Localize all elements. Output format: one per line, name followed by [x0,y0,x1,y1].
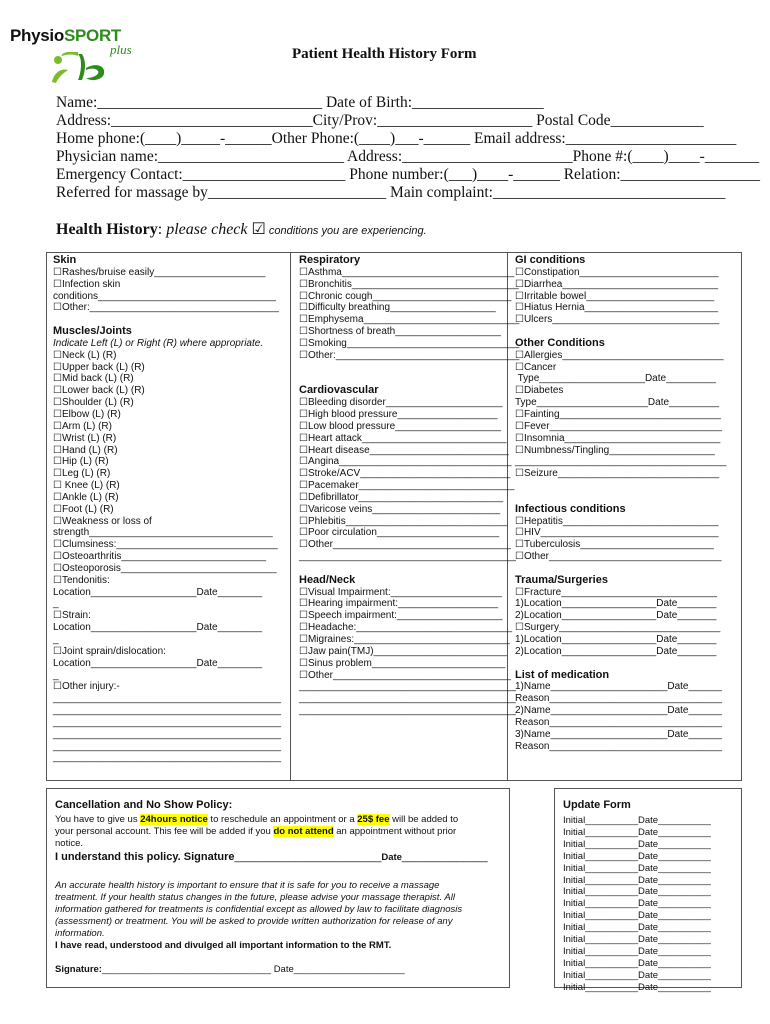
form-line[interactable]: _ [53,669,59,681]
condition-checkbox[interactable]: ☐Hiatus Hernia________________________ [515,302,719,314]
condition-checkbox[interactable]: ☐Seizure_____________________________ [515,468,720,480]
condition-checkbox[interactable]: ☐Fracture____________________________ [515,586,717,598]
condition-checkbox[interactable]: ☐Surgery_____________________________ [515,622,721,634]
form-line[interactable]: _______________________________________ [299,551,516,563]
condition-checkbox[interactable]: ☐Osteoporosis____________________________ [53,562,277,574]
section-heading: Other Conditions [515,336,605,349]
referral-line[interactable]: Referred for massage by_______________________ Main complaint:______________________________ [56,184,726,201]
update-row[interactable]: Initial__________Date__________ [563,969,711,981]
condition-checkbox[interactable]: ☐Constipation_________________________ [515,266,719,278]
health-history-colon: : [157,221,163,238]
form-line[interactable]: conditions________________________________ [53,290,276,302]
form-line[interactable]: 2)Location_________________Date_______ [515,645,717,657]
health-history-heading [56,219,427,239]
update-form-heading: Update Form [563,799,631,811]
condition-checkbox[interactable]: ☐Defibrillator__________________________ [299,491,504,503]
update-row[interactable]: Initial__________Date__________ [563,862,711,874]
condition-checkbox[interactable]: ☐Diarrhea____________________________ [515,278,719,290]
acknowledgement: I have read, understood and divulged all important information to the RMT. [55,940,392,951]
physiosport-logo [8,10,148,84]
form-line[interactable]: 1)Name_____________________Date______ [515,681,722,693]
condition-checkbox[interactable]: ☐Diabetes [515,385,564,397]
phone-email-line[interactable]: Home phone:(____)_____-______Other Phone:(____)___-______ Email address:______________________ [56,130,737,147]
condition-checkbox[interactable]: ☐ Knee (L) (R) [53,480,120,492]
form-line [515,563,726,575]
conditions-table [46,252,742,781]
section-heading: GI conditions [515,254,586,266]
condition-checkbox[interactable]: ☐Visual Impairment:____________________ [299,586,502,598]
form-line[interactable]: Reason_______________________________ [515,693,722,705]
condition-checkbox[interactable]: ☐Emphysema____________________________ [299,314,520,326]
condition-checkbox[interactable]: ☐Stroke/ACV___________________________ [299,468,511,480]
condition-checkbox[interactable]: ☐Pacemaker____________________________ [299,480,515,492]
policy-text: an appointment without prior [333,826,457,837]
condition-checkbox[interactable]: ☐Cancer [515,361,557,373]
condition-checkbox[interactable]: ☐Bronchitis______________________________ [299,278,519,290]
update-form-box [554,788,742,993]
update-row[interactable]: Initial__________Date__________ [563,957,711,969]
condition-checkbox[interactable]: ☐Difficulty breathing___________________ [299,302,496,314]
form-line[interactable]: _________________________________________ [53,693,282,705]
emergency-contact-line[interactable]: Emergency Contact:_____________________ Phone number:(___)____-______ Relation:__________________ [56,166,761,183]
condition-checkbox[interactable]: ☐Irritable bowel_______________________ [515,290,715,302]
update-row[interactable]: Initial__________Date__________ [563,910,711,922]
condition-checkbox[interactable]: ☐HIV________________________________ [515,527,719,539]
signature-label: Signature: [55,964,102,975]
logo-wordmark [10,26,121,46]
form-line [515,658,726,670]
condition-checkbox[interactable]: ☐Sinus problem________________________ [299,657,506,669]
condition-checkbox[interactable]: ☐Joint sprain/dislocation: [53,645,166,657]
condition-checkbox[interactable]: ☐Foot (L) (R) [53,503,114,515]
column-respiratory-cardio-head [299,255,519,717]
policy-line-1 [55,814,458,825]
condition-checkbox[interactable]: ☐Ankle (L) (R) [53,491,119,503]
condition-checkbox[interactable]: ☐Shortness of breath___________________ [299,326,501,338]
policy-heading: Cancellation and No Show Policy: [55,799,233,811]
form-line [299,362,519,374]
health-history-instruction: please check [162,221,252,238]
final-signature-line[interactable] [55,964,405,975]
condition-checkbox[interactable]: ☐Insomnia____________________________ [515,432,721,444]
policy-signature-line[interactable] [55,851,488,863]
form-line[interactable]: Reason_______________________________ [515,716,722,728]
form-line[interactable]: _________________________________________ [53,740,282,752]
condition-checkbox[interactable]: ☐Tuberculosis________________________ [515,539,714,551]
disclaimer-line-1: An accurate health history is important to ensure that it is safe for you to receive a massage [55,880,440,891]
date-label: Date [381,852,402,863]
condition-checkbox[interactable]: ☐Elbow (L) (R) [53,408,121,420]
condition-checkbox[interactable]: ☐Fainting_____________________________ [515,408,721,420]
condition-checkbox[interactable]: ☐Other________________________________ [299,669,511,681]
condition-checkbox[interactable]: ☐Other________________________________ [299,539,511,551]
policy-text: You have to give us [55,814,141,825]
condition-checkbox[interactable]: ☐Neck (L) (R) [53,349,117,361]
form-line[interactable]: Indicate Left (L) or Right (R) where appropriate. [53,337,264,349]
condition-checkbox[interactable]: ☐Other_______________________________ [515,551,722,563]
fee-highlight: 25$ fee [357,814,390,825]
signature-field[interactable]: ________________________ [234,851,382,863]
attend-highlight: do not attend [273,826,334,837]
update-row[interactable]: Initial__________Date__________ [563,898,711,910]
form-line[interactable]: _______________________________________ [299,705,516,717]
condition-checkbox[interactable]: ☐Infection skin [53,278,121,290]
section-heading: Cardiovascular [299,384,379,397]
condition-checkbox[interactable]: ☐Mid back (L) (R) [53,373,134,385]
disclaimer-line-2: treatment. If your health status changes in the future, please advise your massage therapist. All [55,892,455,903]
condition-checkbox[interactable]: ☐Hepatitis____________________________ [515,515,719,527]
condition-checkbox[interactable]: ☐Clumsiness:_____________________________ [53,539,278,551]
understand-label: I understand this policy. Signature [55,851,235,863]
section-heading: List of medication [515,668,610,681]
condition-checkbox[interactable]: ☐Smoking_______________________________ [299,337,520,349]
update-row[interactable]: Initial__________Date__________ [563,826,711,838]
form-line[interactable]: _________________________________________ [53,716,282,728]
form-line[interactable]: 1)Location_________________Date_______ [515,598,717,610]
policy-line-2 [55,826,456,837]
policy-line-3: notice. [55,838,83,849]
condition-checkbox[interactable]: ☐Ulcers______________________________ [515,314,720,326]
condition-checkbox[interactable]: ☐Hand (L) (R) [53,444,118,456]
update-row[interactable]: Initial__________Date__________ [563,981,711,993]
signature-date-field[interactable]: ________________________________ Date_____________________ [101,964,405,975]
form-line[interactable]: 3)Name_____________________Date______ [515,728,722,740]
condition-checkbox[interactable]: ☐Numbness/Tingling___________________ [515,444,715,456]
name-dob-line[interactable]: Name:_____________________________ Date of Birth:_________________ [56,94,544,111]
form-line[interactable]: _________________________________________ [53,728,282,740]
disclaimer-line-4: (assessment) or treatment. You will be asked to provide written authorization for release of any [55,916,453,927]
policy-text: your personal account. This fee will be added if you [55,826,274,837]
logo-text-sport: SPORT [63,26,122,45]
address-line[interactable]: Address:__________________________City/Prov:____________________ Postal Code____________ [56,112,704,129]
condition-checkbox[interactable]: ☐Phlebitis_____________________________ [299,515,508,527]
section-heading: Trauma/Surgeries [515,573,608,586]
form-title: Patient Health History Form [292,46,477,62]
update-row[interactable]: Initial__________Date__________ [563,815,711,826]
disclaimer-line-3: information gathered for treatments is confidential except as allowed by law to facilitate diagnosis [55,904,463,915]
section-heading: Muscles/Joints [53,325,132,338]
condition-checkbox[interactable]: ☐Other:_________________________________ [299,349,520,361]
update-row[interactable]: Initial__________Date__________ [563,945,711,957]
condition-checkbox[interactable]: ☐Osteoarthritis__________________________ [53,551,267,563]
update-row[interactable]: Initial__________Date__________ [563,874,711,886]
update-row[interactable]: Initial__________Date__________ [563,934,711,945]
section-heading: Skin [53,254,77,266]
date-field[interactable]: ______________ [401,851,488,863]
condition-checkbox[interactable]: ☐Other:__________________________________ [53,302,279,314]
cancellation-policy-box [46,788,510,988]
condition-checkbox[interactable]: ☐Strain: [53,610,91,622]
form-line[interactable]: Type____________________Date_________ [515,397,720,409]
form-line[interactable]: _ [53,598,59,610]
form-line[interactable]: Location___________________Date________ [53,657,263,669]
form-line[interactable]: Location___________________Date________ [53,586,263,598]
form-line[interactable]: strength_________________________________ [53,527,273,539]
form-line[interactable]: _ [53,634,59,645]
form-line[interactable]: 1)Location_________________Date_______ [515,634,717,645]
form-line[interactable]: Type___________________Date_________ [515,373,717,385]
form-line [299,563,519,575]
condition-checkbox[interactable]: ☐Headache:____________________________ [299,622,513,634]
form-line [515,480,726,492]
policy-text: will be added to [389,814,459,825]
condition-checkbox[interactable]: ☐Upper back (L) (R) [53,361,145,373]
condition-checkbox[interactable]: ☐Low blood pressure___________________ [299,420,501,432]
physician-line[interactable]: Physician name:________________________ Address:______________________Phone #:(____)____-_______ [56,148,760,165]
logo-text-plus: plus [110,42,132,57]
condition-checkbox[interactable]: ☐Wrist (L) (R) [53,432,117,444]
condition-checkbox[interactable]: ☐Poor circulation______________________ [299,527,500,539]
form-line[interactable]: _________________________________________ [53,705,282,717]
condition-checkbox[interactable]: ☐Lower back (L) (R) [53,385,145,397]
condition-checkbox[interactable]: ☐High blood pressure__________________ [299,408,498,420]
condition-checkbox[interactable]: ☐Speech impairment:___________________ [299,610,503,622]
policy-text: to reschedule an appointment or a [207,814,358,825]
form-line[interactable]: ______________________________________ [515,456,727,468]
form-line[interactable]: _______________________________________ [299,693,516,705]
section-heading: Head/Neck [299,573,356,586]
condition-checkbox[interactable]: ☐Allergies_____________________________ [515,349,724,361]
update-row[interactable]: Initial__________Date__________ [563,886,711,898]
logo-figures-icon [48,52,128,84]
column-skin-muscles [53,255,281,764]
condition-checkbox[interactable]: ☐Varicose veins_______________________ [299,503,501,515]
section-heading: Respiratory [299,254,361,266]
condition-checkbox[interactable]: ☐Rashes/bruise easily____________________ [53,266,266,278]
condition-checkbox[interactable]: ☐Tendonitis: [53,574,110,586]
condition-checkbox[interactable]: ☐Fever_______________________________ [515,420,722,432]
update-row[interactable]: Initial__________Date__________ [563,850,711,862]
update-row[interactable]: Initial__________Date__________ [563,922,711,934]
condition-checkbox[interactable]: ☐Angina_______________________________ [299,456,512,468]
form-line[interactable]: Reason_______________________________ [515,740,722,752]
disclaimer-line-5: information. [55,928,105,939]
condition-checkbox[interactable]: ☐Hip (L) (R) [53,456,109,468]
condition-checkbox[interactable]: ☐Bleeding disorder_____________________ [299,397,503,409]
condition-checkbox[interactable]: ☐Leg (L) (R) [53,468,111,480]
condition-checkbox[interactable]: ☐Migraines:____________________________ [299,634,510,645]
condition-checkbox[interactable]: ☐Chronic cough_________________________ [299,290,512,302]
condition-checkbox[interactable]: ☐Jaw pain(TMJ)________________________ [299,645,508,657]
condition-checkbox[interactable]: ☐Shoulder (L) (R) [53,397,134,409]
column-gi-other-infectious [515,255,726,752]
section-heading: Infectious conditions [515,502,626,515]
condition-checkbox[interactable]: ☐Asthma_______________________________ [299,266,515,278]
checked-box-icon: ☑ [251,221,266,238]
health-history-title: Health History [56,221,158,238]
condition-checkbox[interactable]: ☐Heart attack__________________________ [299,432,507,444]
condition-checkbox[interactable]: ☐Heart disease_________________________ [299,444,509,456]
condition-checkbox[interactable]: ☐Weakness or loss of [53,515,152,527]
health-history-instruction-small: conditions you are experiencing. [265,225,427,237]
form-line[interactable]: _________________________________________ [53,752,282,764]
column-divider [290,253,291,780]
update-row[interactable]: Initial__________Date__________ [563,838,711,850]
condition-checkbox[interactable]: ☐Hearing impairment:__________________ [299,598,499,610]
logo-text-physio: Physio [10,26,64,45]
form-line[interactable]: _______________________________________ [299,681,516,693]
form-line[interactable]: 2)Name_____________________Date______ [515,705,722,717]
form-line[interactable]: Location___________________Date________ [53,622,263,634]
condition-checkbox[interactable]: ☐Arm (L) (R) [53,420,112,432]
form-line [515,492,726,504]
notice-highlight: 24hours notice [140,814,208,825]
form-line[interactable]: 2)Location_________________Date_______ [515,610,717,622]
condition-checkbox[interactable]: ☐Other injury:- [53,681,120,693]
